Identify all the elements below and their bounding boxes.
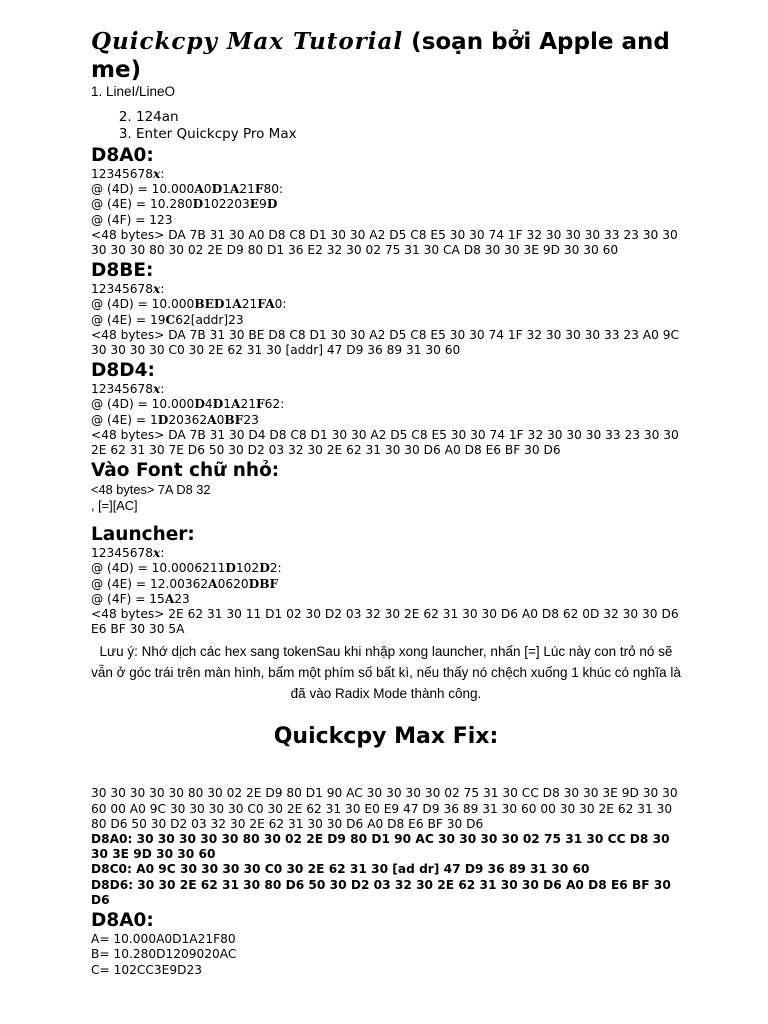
text-line: @ (4E) = 12.00362A0620DBF xyxy=(91,576,279,591)
value-b: B= 10.280D1209020AC xyxy=(91,947,237,962)
hex-bytes: <48 bytes> 2E 62 31 30 11 D1 02 30 D2 03 32 30 2E 62 31 30 30 D6 A0 D8 62 0D 32 30 30 D6 E6 BF 30 30 5A xyxy=(91,607,679,637)
document-page xyxy=(91,28,681,978)
steps-list xyxy=(91,109,681,143)
document-title: Quickcpy Max Tutorial (soạn bởi Apple and me) xyxy=(91,28,670,83)
text-line: 12345678x: xyxy=(91,546,165,561)
hex-bytes: <48 bytes> 7A D8 32 xyxy=(91,482,211,498)
text-line: @ (4D) = 10.000D4D1A21F62: xyxy=(91,397,285,412)
fix-hex: 30 30 30 30 30 80 30 02 2E D9 80 D1 90 AC 30 30 30 30 02 75 31 30 CC D8 30 30 3E 9D 30 30 60 00 A0 9C 30 30 30 30 C0 30 2E 62 31 30 E0 E9 47 D9 36 89 31 30 60 00 30 30 2E 62 31 30 80 D6 50 30 D2 03 32 30 2E 62 31 30 30 D6 A0 D8 E6 BF 30 D6 xyxy=(91,786,678,831)
section-heading-d8be: D8BE: xyxy=(91,260,154,282)
fix-line-d8c0: D8C0: A0 9C 30 30 30 30 C0 30 2E 62 31 30 [ad dr] 47 D9 36 89 31 30 60 xyxy=(91,862,590,877)
step-item: 2. 124an xyxy=(136,109,681,126)
step-item: 3. Enter Quickcpy Pro Max xyxy=(136,126,681,143)
text-line: 12345678x: xyxy=(91,282,165,297)
hex-bytes: <48 bytes> DA 7B 31 30 A0 D8 C8 D1 30 30 A2 D5 C8 E5 30 30 74 1F 32 30 30 30 33 23 30 30 30 30 30 80 30 02 2E D9 80 D1 36 E2 32 30 02 75 31 30 CA D8 30 30 3E 9D 30 30 60 xyxy=(91,227,678,258)
text-line: @ (4D) = 10.0006211D102D2: xyxy=(91,561,282,576)
section-heading-d8a0: D8A0: xyxy=(91,145,154,166)
fix-line-d8a0: D8A0: 30 30 30 30 30 80 30 02 2E D9 80 D1 90 AC 30 30 30 30 02 75 31 30 CC D8 30 30 3E 9D 30 30 60 xyxy=(91,832,670,862)
section-heading-launcher: Launcher: xyxy=(91,524,195,546)
text-line: @ (4E) = 19C62[addr]23 xyxy=(91,312,244,327)
section-heading-font: Vào Font chữ nhỏ: xyxy=(91,460,280,482)
text-line: , [=][AC] xyxy=(91,497,138,513)
text-line: @ (4D) = 10.000A0D1A21F80: xyxy=(91,182,284,197)
text-line: 12345678x: xyxy=(91,382,165,397)
hex-bytes: <48 bytes> DA 7B 31 30 BE D8 C8 D1 30 30 A2 D5 C8 E5 30 30 74 1F 32 30 30 30 33 23 A0 9C 30 30 30 30 C0 30 2E 62 31 30 [addr] 47 D9 36 89 31 30 60 xyxy=(91,327,680,358)
text-line: @ (4E) = 1D20362A0BF23 xyxy=(91,412,259,427)
section-heading-d8a0-values: D8A0: xyxy=(91,910,154,932)
hex-bytes: <48 bytes> DA 7B 31 30 D4 D8 C8 D1 30 30 A2 D5 C8 E5 30 30 74 1F 32 30 30 30 33 23 30 30 2E 62 31 30 7E D6 50 30 D2 03 32 30 2E 62 31 30 30 D6 A0 D8 E6 BF 30 D6 xyxy=(91,427,679,458)
text-line: @ (4F) = 15A23 xyxy=(91,591,190,606)
value-c: C= 102CC3E9D23 xyxy=(91,962,202,977)
text-line: @ (4D) = 10.000BED1A21FA0: xyxy=(91,297,287,312)
text-line: @ (4F) = 123 xyxy=(91,212,173,227)
fix-line-d8d6: D8D6: 30 30 2E 62 31 30 80 D6 50 30 D2 03 32 30 2E 62 31 30 30 D6 A0 D8 E6 BF 30 D6 xyxy=(91,877,671,907)
text-line: @ (4E) = 10.280D102203E9D xyxy=(91,197,278,212)
step-1: 1. LineI/LineO xyxy=(91,84,176,99)
note-paragraph: Lưu ý: Nhớ dịch các hex sang tokenSau khi nhập xong launcher, nhấn [=] Lúc này con trỏ nó sẽ vẫn ở góc trái trên màn hình, bấm một phím số bất kì, nếu thấy nó chệch xuống 1 khúc có nghĩa là đã vào Radix Mode thành công. xyxy=(91,644,681,702)
fix-heading: Quickcpy Max Fix: xyxy=(273,724,499,750)
value-a: A= 10.000A0D1A21F80 xyxy=(91,932,236,947)
text-line: 12345678x: xyxy=(91,167,165,181)
section-heading-d8d4: D8D4: xyxy=(91,360,155,382)
